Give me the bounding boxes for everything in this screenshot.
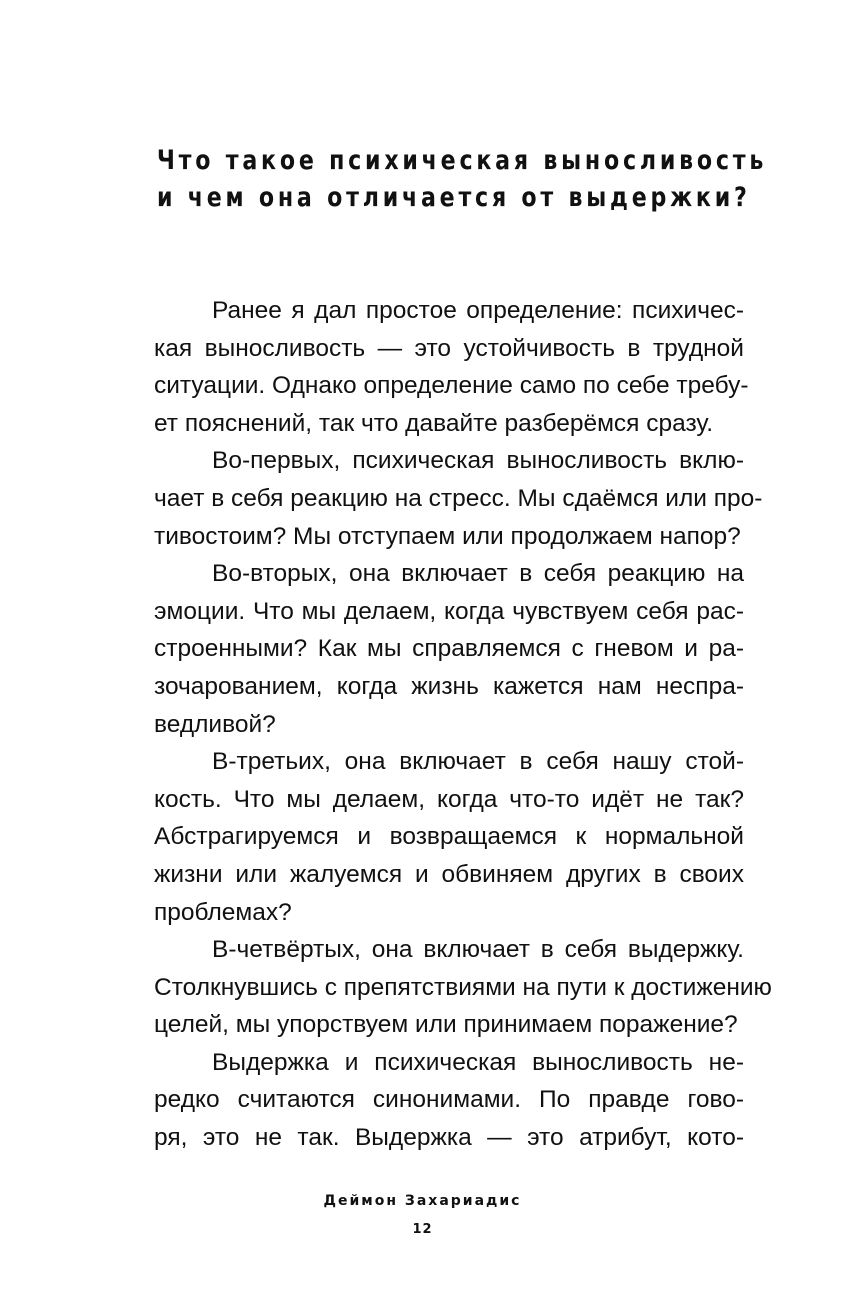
text-line: Ранее я дал простое определение: психичес- (212, 297, 744, 324)
running-footer-author: Деймон Захариадис (323, 1193, 522, 1209)
text-line: редко считаются синонимами. По правде гово- (154, 1086, 744, 1114)
paragraph-1 (154, 292, 749, 442)
text-line: кая выносливость — это устойчивость в трудной (154, 334, 744, 362)
paragraph-4 (154, 743, 744, 931)
paragraph-5 (154, 931, 772, 1044)
text-line: ря, это не так. Выдержка — это атрибут, кото- (154, 1124, 744, 1152)
text-line: Выдержка и психическая выносливость не- (212, 1048, 744, 1076)
text-line: В-третьих, она включает в себя нашу стой- (212, 748, 744, 776)
paragraph-3 (154, 555, 744, 743)
text-line: Абстрагируемся и возвращаемся к нормальной (154, 823, 744, 851)
paragraph-2 (154, 442, 763, 555)
section-heading-line-2: и чем она отличается от выдержки? (157, 182, 751, 213)
page-number: 12 (412, 1222, 433, 1237)
section-heading-line-1: Что такое психическая выносливость (157, 145, 768, 176)
text-line: жизни или жалуемся и обвиняем других в своих (154, 860, 744, 888)
text-line: В-четвёртых, она включает в себя выдержку. (212, 936, 744, 964)
paragraph-6 (154, 1044, 744, 1157)
text-line: зочарованием, когда жизнь кажется нам неспра- (154, 672, 744, 700)
text-line: проблемах? (154, 898, 292, 926)
text-line: строенными? Как мы справляемся с гневом и ра- (154, 635, 744, 663)
body-text (154, 292, 772, 1157)
text-line: Во-первых, психическая выносливость вклю- (212, 447, 744, 475)
text-line: Во-вторых, она включает в себя реакцию на (212, 560, 744, 588)
text-line: ведливой? (154, 710, 276, 738)
text-line: чает в себя реакцию на стресс. Мы сдаёмся или про- (154, 484, 763, 512)
text-line: целей, мы упорствуем или принимаем поражение? (154, 1011, 738, 1039)
text-line: ситуации. Однако определение само по себе требу- (154, 372, 749, 400)
text-line: кость. Что мы делаем, когда что-то идёт не так? (154, 785, 744, 813)
text-line: эмоции. Что мы делаем, когда чувствуем себя рас- (154, 597, 744, 625)
text-line: Столкнувшись с препятствиями на пути к достижению (154, 973, 772, 1001)
section-heading (157, 142, 768, 216)
text-line: тивостоим? Мы отступаем или продолжаем напор? (154, 522, 741, 550)
text-line: ет пояснений, так что давайте разберёмся сразу. (154, 409, 714, 437)
